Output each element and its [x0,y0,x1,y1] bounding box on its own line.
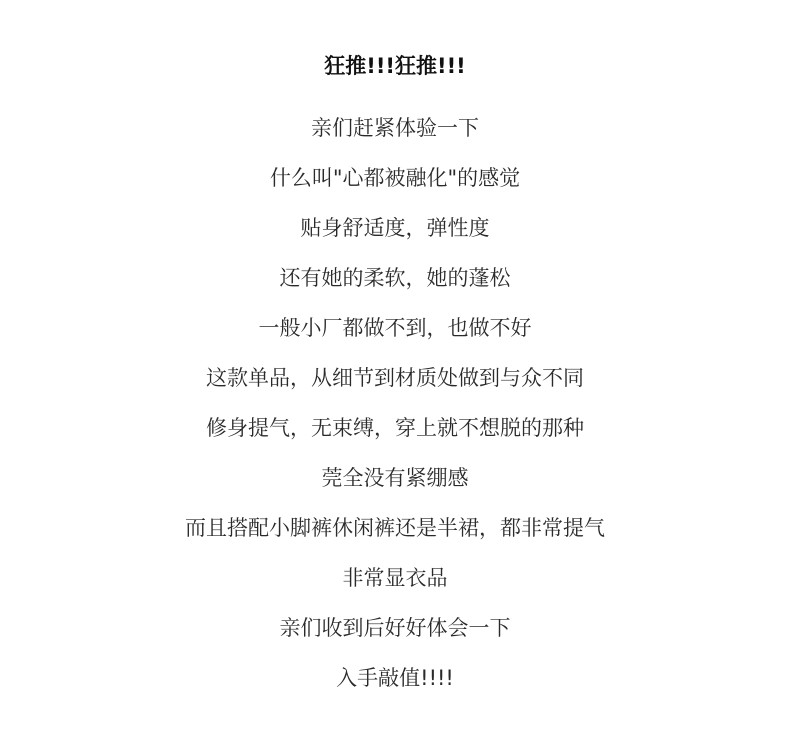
promo-line: 而且搭配小脚裤休闲裤还是半裙，都非常提气 [185,516,605,540]
promo-lines [0,111,790,711]
promo-line: 亲们收到后好好体会一下 [279,616,511,640]
promo-line: 一般小厂都做不到，也做不好 [258,316,532,340]
promo-line: 亲们赶紧体验一下 [311,116,479,140]
headline: 狂推!!!狂推!!! [324,54,466,78]
promo-line: 入手敲值!!!! [336,666,454,690]
promo-line: 还有她的柔软，她的蓬松 [279,266,511,290]
promo-line: 修身提气，无束缚，穿上就不想脱的那种 [206,416,584,440]
promo-line: 什么叫"心都被融化"的感觉 [269,166,521,190]
promo-line: 这款单品，从细节到材质处做到与众不同 [206,366,584,390]
promo-line: 莞全没有紧绷感 [321,466,469,490]
promo-line: 非常显衣品 [342,566,448,590]
promo-line: 贴身舒适度，弹性度 [300,216,490,240]
